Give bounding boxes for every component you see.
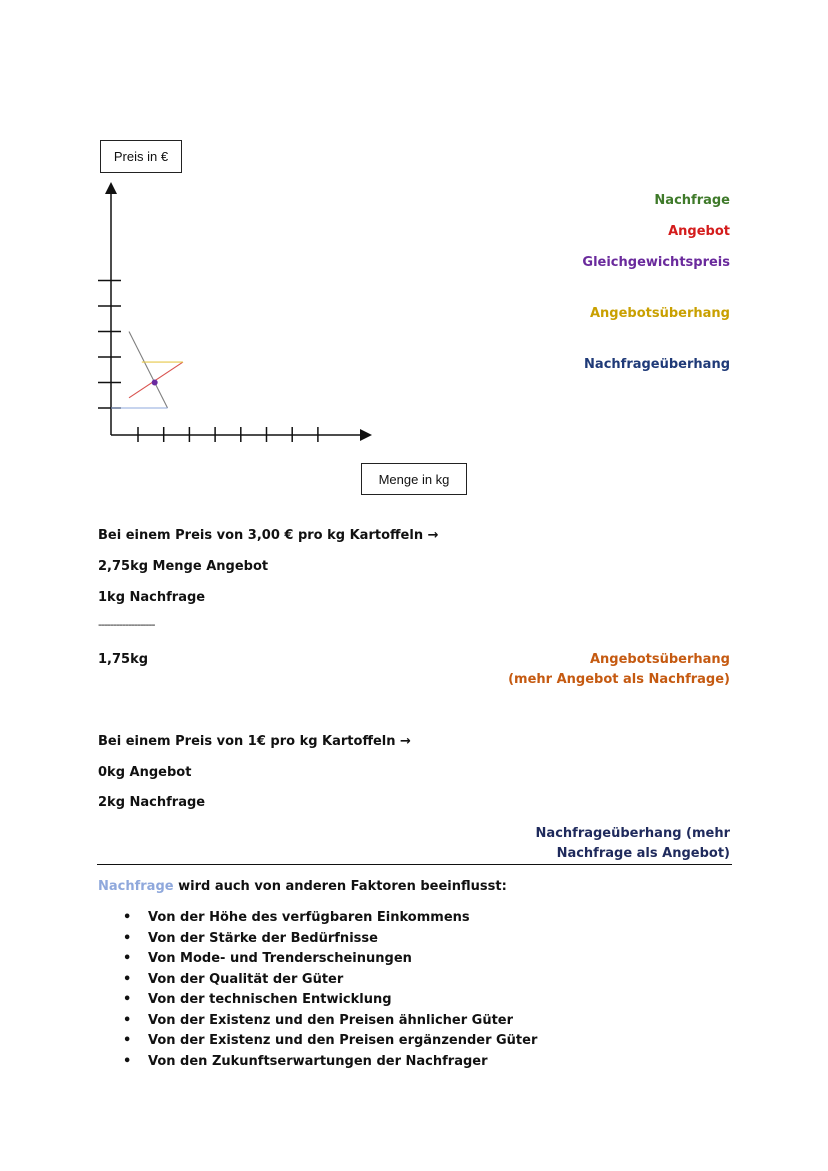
example1-separator: ------------------- (98, 618, 155, 631)
bullet-icon: • (123, 910, 132, 925)
legend-angebotsueberhang (590, 306, 730, 321)
list-item (118, 1011, 537, 1032)
bullet-icon: • (123, 1012, 132, 1028)
legend-gleichgewichtspreis (582, 255, 730, 270)
list-item (118, 1031, 537, 1052)
bullet-icon: • (123, 992, 132, 1007)
bullet-icon: • (123, 930, 132, 946)
example2-note (536, 824, 730, 864)
factors-intro (98, 879, 507, 894)
example1-note-line2: (mehr Angebot als Nachfrage) (508, 672, 730, 687)
bullet-icon: • (123, 951, 132, 966)
list-item-text: Von Mode- und Trenderscheinungen (148, 951, 412, 966)
example2-supply: 0kg Angebot (98, 765, 192, 780)
list-item (118, 908, 537, 929)
example2-heading: Bei einem Preis von 1€ pro kg Kartoffeln → (98, 734, 411, 749)
example2-note-line2: Nachfrage als Angebot) (556, 846, 730, 861)
list-item (118, 949, 537, 970)
example1-supply: 2,75kg Menge Angebot (98, 559, 269, 574)
example1-heading: Bei einem Preis von 3,00 € pro kg Kartoffeln → (98, 528, 439, 543)
section-divider (97, 864, 732, 865)
legend-label: Angebot (668, 224, 730, 239)
example2-note-line1: Nachfrageüberhang (mehr (535, 826, 730, 841)
legend-nachfrage (654, 193, 730, 208)
legend-label: Gleichgewichtspreis (582, 255, 730, 270)
bullet-icon: • (123, 1033, 132, 1048)
list-item-text: Von den Zukunftserwartungen der Nachfrager (148, 1053, 488, 1069)
list-item (118, 1052, 537, 1073)
list-item (118, 990, 537, 1011)
example1-note (508, 650, 730, 690)
equilibrium-point (152, 380, 158, 386)
example2-demand: 2kg Nachfrage (98, 795, 206, 810)
factors-lead-word: Nachfrage (98, 879, 174, 894)
list-item-text: Von der Stärke der Bedürfnisse (148, 930, 378, 946)
example1-note-line1: Angebotsüberhang (589, 652, 730, 667)
factors-list (118, 908, 537, 1072)
list-item-text: Von der Qualität der Güter (148, 971, 344, 987)
list-item-text: Von der Existenz und den Preisen ergänzender Güter (148, 1033, 538, 1048)
legend-label: Angebotsüberhang (589, 306, 730, 321)
factors-lead-rest: wird auch von anderen Faktoren beeinflusst: (173, 879, 507, 894)
x-axis-label: Menge in kg (378, 471, 450, 487)
example1-demand: 1kg Nachfrage (98, 590, 206, 605)
legend-angebot (668, 224, 730, 239)
list-item-text: Von der Existenz und den Preisen ähnlicher Güter (148, 1012, 514, 1028)
example1-result: 1,75kg (98, 652, 149, 667)
series-line-nachfrage (129, 332, 168, 409)
bullet-icon: • (123, 1053, 132, 1069)
legend-label: Nachfrage (654, 193, 730, 208)
list-item (118, 970, 537, 991)
bullet-icon: • (123, 971, 132, 987)
legend-nachfrageueberhang (584, 357, 730, 372)
list-item (118, 929, 537, 950)
legend-label: Nachfrageüberhang (584, 357, 730, 372)
list-item-text: Von der Höhe des verfügbaren Einkommens (148, 910, 470, 925)
y-axis-label: Preis in € (113, 149, 169, 164)
list-item-text: Von der technischen Entwicklung (148, 992, 392, 1007)
